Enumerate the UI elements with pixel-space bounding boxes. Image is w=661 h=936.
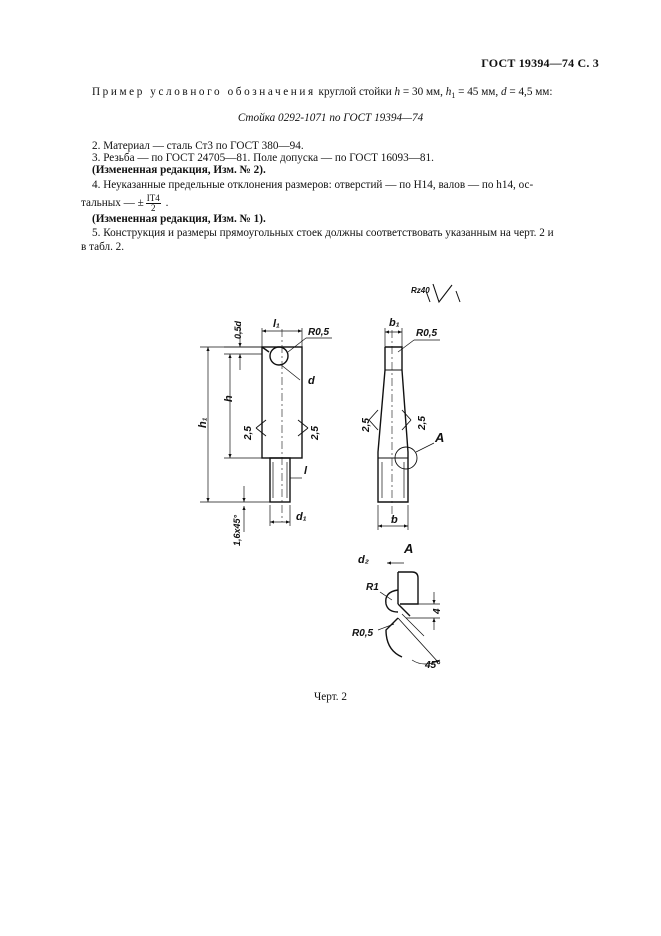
label-detail-a: A xyxy=(404,541,414,556)
figure-caption: Черт. 2 xyxy=(314,691,347,703)
paragraph-2: 2. Материал — сталь Ст3 по ГОСТ 380—94. xyxy=(92,140,304,152)
side-view xyxy=(369,284,460,530)
paragraph-5-line1: 5. Конструкция и размеры прямоугольных стоек должны соответствовать указанным на черт. 2 и xyxy=(92,227,554,239)
label-d2: d₂ xyxy=(358,554,369,566)
paragraph-3: 3. Резьба — по ГОСТ 24705—81. Поле допуска — по ГОСТ 16093—81. xyxy=(92,152,434,164)
label-r05-detail: R0,5 xyxy=(352,628,374,639)
label-chamfer: 1,6x45° xyxy=(232,514,242,546)
paragraph-4-line1: 4. Неуказанные предельные отклонения размеров: отверстий — по Н14, валов — по h14, ос- xyxy=(92,179,534,191)
page-header: ГОСТ 19394—74 С. 3 xyxy=(481,56,599,70)
label-roughness-side-right: 2,5 xyxy=(417,416,428,430)
label-b1: b₁ xyxy=(389,317,400,329)
edit-note-1: (Измененная редакция, Изм. № 1). xyxy=(92,213,266,225)
label-d: d xyxy=(308,375,315,387)
label-rz40: Rz40 xyxy=(411,286,430,295)
label-0-5d: 0,5d xyxy=(233,320,243,339)
label-l: l xyxy=(304,465,308,477)
detail-a xyxy=(378,563,440,664)
example-line: Пример условного обозначения круглой стойки h = 30 мм, $h_1 = 45$ мм, d = 4,5 мм: xyxy=(92,86,553,101)
label-d1: d₁ xyxy=(296,511,307,523)
label-45deg: 45° xyxy=(425,660,441,671)
label-4: 4 xyxy=(432,608,443,614)
label-h: h xyxy=(223,395,235,402)
label-roughness-side-left: 2,5 xyxy=(361,418,372,432)
label-h1: h₁ xyxy=(197,417,209,428)
paragraph-5-line2: в табл. 2. xyxy=(81,241,125,253)
label-r05-side: R0,5 xyxy=(416,328,438,339)
edit-note-2: (Измененная редакция, Изм. № 2). xyxy=(92,164,266,176)
label-roughness-right: 2,5 xyxy=(310,426,321,440)
label-r05-front: R0,5 xyxy=(308,327,330,338)
label-l1: l₁ xyxy=(273,318,280,330)
label-view-a-ref: A xyxy=(435,430,445,445)
example-spaced-text: Пример условного обозначения xyxy=(92,86,316,98)
designation: Стойка 0292-1071 по ГОСТ 19394—74 xyxy=(237,112,424,124)
paragraph-4-line2: тальных — ± $\frac{IT4}{2}$ . xyxy=(81,193,169,213)
label-r1: R1 xyxy=(366,582,379,593)
tolerance-fraction: $\frac{IT4}{2}$ xyxy=(146,193,160,213)
label-roughness-left: 2,5 xyxy=(243,426,254,440)
label-b: b xyxy=(391,514,398,526)
